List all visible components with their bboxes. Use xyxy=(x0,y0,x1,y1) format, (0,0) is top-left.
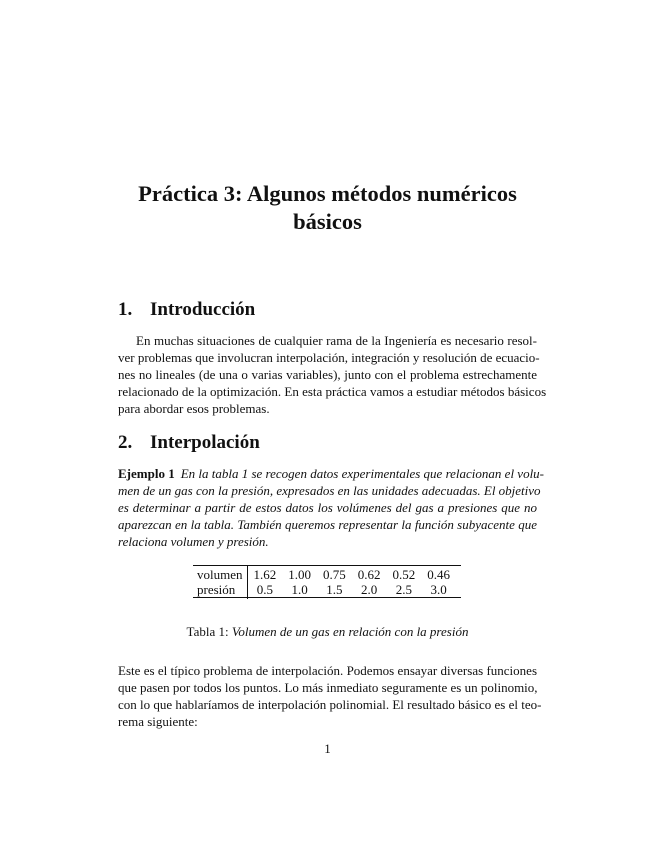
table-cell: 1.0 xyxy=(291,582,308,597)
table-row-label: presión xyxy=(193,582,247,599)
data-table xyxy=(193,565,456,599)
table-cell: 0.52 xyxy=(392,567,416,582)
table-cell: 1.00 xyxy=(288,567,311,582)
example-text: En la tabla 1 se recogen datos experimentales que relacionan el volu- xyxy=(180,466,545,481)
paragraph-line: En muchas situaciones de cualquier rama de la Ingeniería es necesario resol- xyxy=(136,333,537,348)
page-number: 1 xyxy=(324,741,331,756)
example-block xyxy=(118,465,545,550)
intro-paragraph xyxy=(118,332,547,417)
section-title: Interpolación xyxy=(150,432,260,453)
paragraph-line: con lo que hablaríamos de interpolación polinomial. El resultado básico es el teo- xyxy=(118,697,542,712)
table-caption xyxy=(118,623,537,640)
caption-prefix: Tabla 1: xyxy=(186,624,229,639)
title-line-2: básicos xyxy=(293,209,362,234)
caption-text: Volumen de un gas en relación con la presión xyxy=(231,624,469,639)
closing-paragraph xyxy=(118,662,542,730)
paragraph-line xyxy=(118,465,545,482)
section-number: 2. xyxy=(118,432,133,453)
document-title xyxy=(110,180,545,236)
table-cell: 3.0 xyxy=(430,582,447,597)
table-cell: 2.0 xyxy=(361,582,378,597)
paragraph-line: rema siguiente: xyxy=(118,714,198,729)
table-cell: 1.5 xyxy=(326,582,343,597)
paragraph-line: Este es el típico problema de interpolación. Podemos ensayar diversas funciones xyxy=(118,663,537,678)
paragraph-line: nes no lineales (de una o varias variables), junto con el problema estrechamente xyxy=(118,367,537,382)
paragraph-line: relacionado de la optimización. En esta práctica vamos a estudiar métodos básicos xyxy=(118,384,547,399)
table-cell: 0.46 xyxy=(427,567,450,582)
paragraph-line: relaciona volumen y presión. xyxy=(118,534,269,549)
section-title: Introducción xyxy=(150,299,256,320)
table-row-label: volumen xyxy=(193,565,247,582)
paragraph-line: aparezcan en la tabla. También queremos representar la función subyacente que xyxy=(118,517,537,532)
paragraph-line: que pasen por todos los puntos. Lo más inmediato seguramente es un polinomio, xyxy=(118,680,538,695)
table-cell: 2.5 xyxy=(395,582,412,597)
paragraph-line: men de un gas con la presión, expresados en las unidades adecuadas. El objetivo xyxy=(118,483,541,498)
table-bottom-rule xyxy=(193,597,461,598)
section-number: 1. xyxy=(118,299,133,320)
table-cell: 0.5 xyxy=(256,582,273,597)
title-line-1: Práctica 3: Algunos métodos numéricos xyxy=(138,181,517,206)
table-cell: 0.62 xyxy=(357,567,381,582)
paragraph-line: para abordar esos problemas. xyxy=(118,401,270,416)
table-cell: 1.62 xyxy=(253,567,277,582)
paragraph-line: es determinar a partir de estos datos los volúmenes del gas a presiones que no xyxy=(118,500,537,515)
section-heading-introduccion xyxy=(118,298,255,322)
section-heading-interpolacion xyxy=(118,431,260,455)
table-row xyxy=(193,565,456,582)
example-label: Ejemplo 1 xyxy=(118,466,175,481)
paragraph-line: ver problemas que involucran interpolación, integración y resolución de ecuacio- xyxy=(118,350,540,365)
table-cell: 0.75 xyxy=(323,567,346,582)
